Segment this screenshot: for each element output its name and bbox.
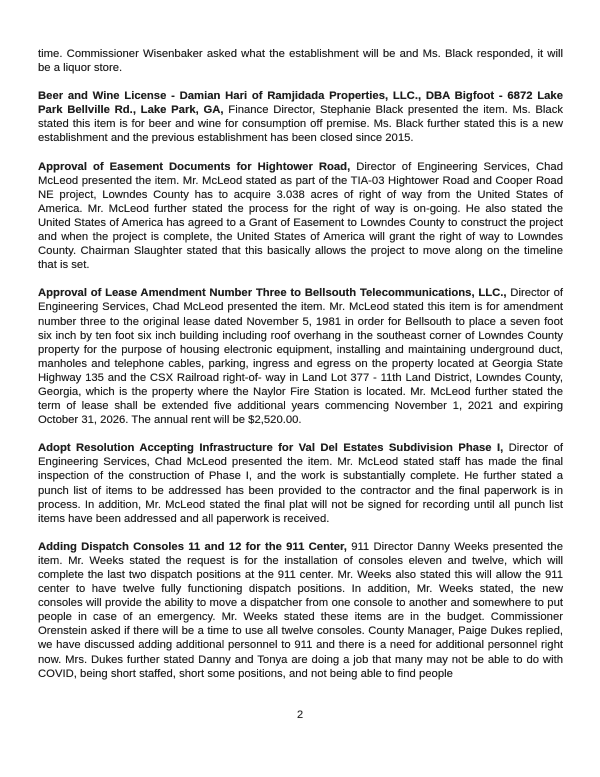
paragraph-text: Director of Engineering Services, Chad McLeod presented the item. Mr. McLeod stated this item is for amendment number three to the original lease dated November 5, 1981 in order for Bellsouth to place a seven foot six inch by ten foot six inch building including roof overhang in the southeast corner of Lowndes County property for the purpose of housing electronic equipment, installing and maintaining underground duct, manholes and telephone cables, parking, ingress and egress on the property located at Georgia State Highway 135 and the CSX Railroad right-of- way in Land Lot 377 - 11th Land District, Lowndes County, Georgia, which is the property where the Naylor Fire Station is located. Mr. McLeod further stated the term of lease shall be extended five additional years commencing November 1, 2021 and expiring October 31, 2026. The annual rent will be $2,520.00. (38, 287, 563, 427)
document-body (38, 47, 563, 695)
paragraph-text: Finance Director, Stephanie Black presented the item. Ms. Black stated this item is for beer and wine for consumption off premise. Ms. Black further stated this is a new establishment and the previous establishment has been closed since 2015. (38, 104, 563, 145)
paragraph-lead: Approval of Easement Documents for Hightower Road, (38, 160, 351, 173)
paragraph-text: time. Commissioner Wisenbaker asked what the establishment will be and Ms. Black responded, it will be a liquor store. (38, 48, 563, 75)
paragraph-lead: Adding Dispatch Consoles 11 and 12 for the 911 Center, (38, 540, 347, 553)
paragraph-easement-hightower-road (38, 160, 563, 273)
paragraph-text: Director of Engineering Services, Chad McLeod presented the item. Mr. McLeod stated as part of the TIA-03 Hightower Road and Cooper Road NE project, Lowndes County has to acquire 3.038 acres of right of way from the United States of America. Mr. McLeod further stated the process for the right of way is on-going. He also stated the United States of America has agreed to a Grant of Easement to Lowndes County to construct the project and when the project is complete, the United States of America will grant the right of way to Lowndes County. Chairman Slaughter stated that this basically allows the project to move along on the timeline that is set. (38, 160, 563, 272)
paragraph-val-del-estates-resolution (38, 441, 563, 526)
paragraph-lease-amendment-bellsouth (38, 286, 563, 427)
paragraph-lead: Adopt Resolution Accepting Infrastructure for Val Del Estates Subdivision Phase I, (38, 442, 504, 455)
paragraph-dispatch-consoles-911 (38, 540, 563, 681)
paragraph-text: Director of Engineering Services, Chad McLeod presented the item. Mr. McLeod stated staff has made the final inspection of the construction of Phase I, and the work is substantially complete. He further stated a punch list of items to be addressed has been provided to the contractor and the final paperwork is in process. In addition, Mr. McLeod stated the final plat will not be signed for recording until all punch list items have been addressed and all paperwork is received. (38, 442, 563, 525)
paragraph-lead: Beer and Wine License - Damian Hari of Ramjidada Properties, LLC., DBA Bigfoot - 6872 Lake Park Bellville Rd., Lake Park, GA, (38, 90, 563, 117)
paragraph-continuation (38, 47, 563, 75)
page-number: 2 (296, 709, 304, 721)
paragraph-lead: Approval of Lease Amendment Number Three to Bellsouth Telecommunications, LLC., (38, 287, 507, 300)
paragraph-text: 911 Director Danny Weeks presented the item. Mr. Weeks stated the request is for the installation of consoles eleven and twelve, which will complete the last two dispatch positions at the 911 center. Mr. Weeks also stated this will allow the 911 center to have twelve fully functioning dispatch positions. In addition, Mr. Weeks stated, the new consoles will provide the ability to move a dispatcher from one console to another and somewhere to put people in case of an emergency. Mr. Weeks stated these items are in the budget. Commissioner Orenstein asked if there will be a time to use all twelve consoles. County Manager, Paige Dukes replied, we have discussed adding additional personnel to 911 and there is a need for additional personnel right now. Mrs. Dukes further stated Danny and Tonya are doing a job that many may not be able to do with COVID, being short staffed, short some positions, and not being able to find people (38, 540, 563, 680)
paragraph-beer-wine-license (38, 89, 563, 145)
